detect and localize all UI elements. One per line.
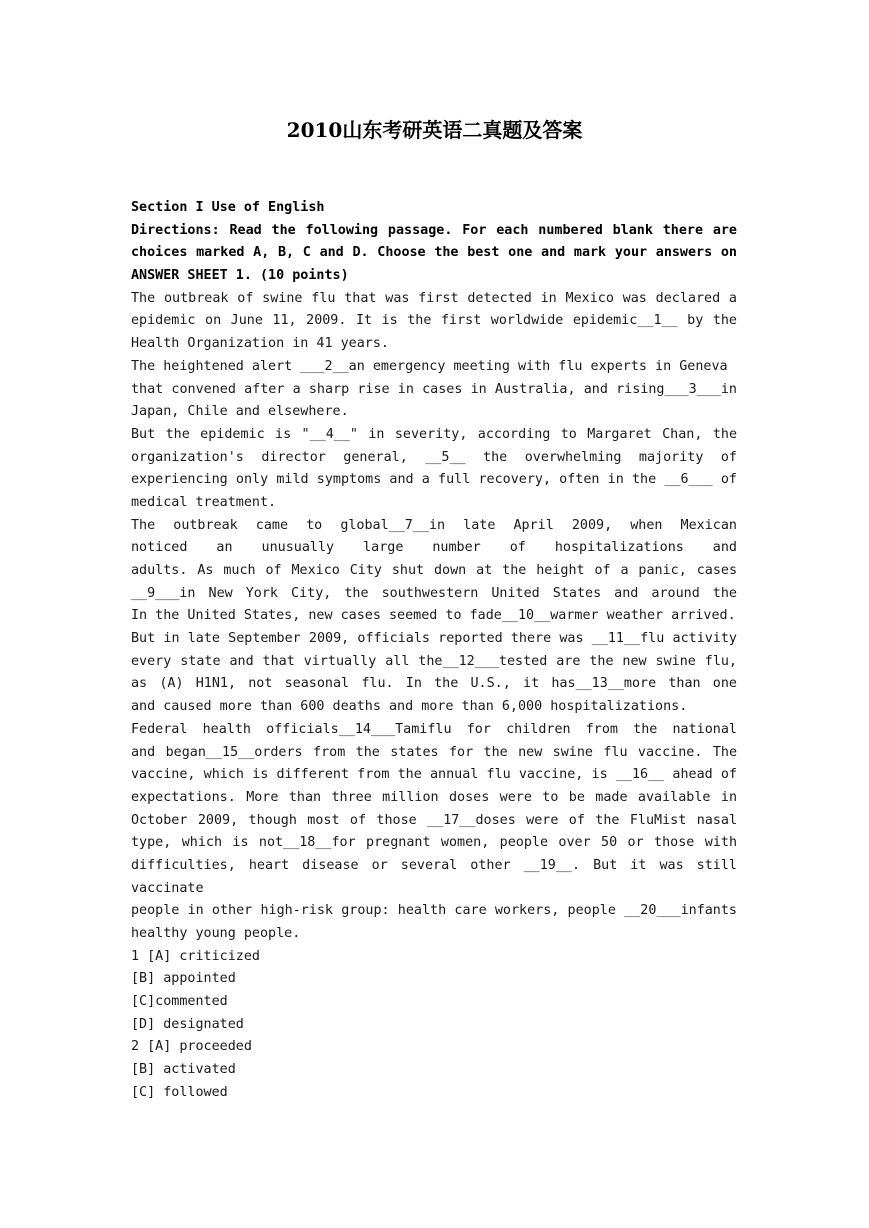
passage-line: type, which is not__18__for pregnant women, people over 50 or those with: [131, 835, 737, 851]
passage-line: In the United States, new cases seemed to fade__10__warmer weather arrived.: [131, 608, 736, 624]
passage-line: But the epidemic is "__4__" in severity, according to Margaret Chan, the: [131, 426, 737, 442]
passage-line: and caused more than 600 deaths and more than 6,000 hospitalizations.: [131, 699, 688, 715]
passage-line: expectations. More than three million doses were to be made available in: [131, 789, 737, 805]
passage-line: every state and that virtually all the__12___tested are the new swine flu,: [131, 653, 737, 669]
page-title: 2010山东考研英语二真题及答案: [286, 118, 583, 142]
directions-line: Directions: Read the following passage. For each numbered blank there are: [131, 222, 737, 238]
passage-line: people in other high-risk group: health care workers, people __20___infants: [131, 903, 737, 919]
option-line: [C] followed: [131, 1084, 228, 1100]
passage-line: Federal health officials__14___Tamiflu for children from the national: [131, 721, 737, 737]
passage-line: The outbreak of swine flu that was first detected in Mexico was declared a: [131, 290, 737, 306]
passage-line: and began__15__orders from the states for the new swine flu vaccine. The: [131, 744, 737, 760]
passage-line: that convened after a sharp rise in cases in Australia, and rising___3___in: [131, 381, 737, 397]
option-line: 1 [A] criticized: [131, 948, 260, 964]
passage-line: vaccine, which is different from the annual flu vaccine, is __16__ ahead of: [131, 767, 737, 783]
passage-line: difficulties, heart disease or several other __19__. But it was still: [131, 857, 737, 873]
passage-line: October 2009, though most of those __17__doses were of the FluMist nasal: [131, 812, 737, 828]
passage-line: vaccinate: [131, 880, 204, 896]
option-line: [C]commented: [131, 994, 228, 1010]
passage-line: experiencing only mild symptoms and a full recovery, often in the __6___ of: [131, 472, 737, 488]
passage-line: But in late September 2009, officials reported there was __11__flu activity: [131, 631, 737, 647]
option-line: 2 [A] proceeded: [131, 1039, 252, 1055]
directions-line: ANSWER SHEET 1. (10 points): [131, 268, 349, 284]
passage-line: Japan, Chile and elsewhere.: [131, 404, 349, 420]
passage-line: The outbreak came to global__7__in late April 2009, when Mexican: [131, 517, 737, 533]
passage-line: __9___in New York City, the southwestern United States and around the: [131, 585, 737, 601]
section-heading: Section I Use of English: [131, 200, 325, 215]
option-line: [D] designated: [131, 1016, 244, 1032]
option-line: [B] activated: [131, 1062, 236, 1078]
passage-line: medical treatment.: [131, 494, 277, 510]
passage-line: adults. As much of Mexico City shut down at the height of a panic, cases: [131, 563, 737, 578]
option-line: [B] appointed: [131, 971, 236, 987]
passage-line: as (A) H1N1, not seasonal flu. In the U.S., it has__13__more than one: [131, 676, 737, 692]
passage-line: organization's director general, __5__ the overwhelming majority of: [131, 449, 737, 465]
document-body: [131, 197, 737, 1105]
passage-line: healthy young people.: [131, 926, 301, 941]
directions-line: choices marked A, B, C and D. Choose the best one and mark your answers on: [131, 245, 737, 261]
passage-line: The heightened alert ___2__an emergency meeting with flu experts in Geneva: [131, 358, 728, 374]
passage-line: epidemic on June 11, 2009. It is the first worldwide epidemic__1__ by the: [131, 313, 737, 329]
passage-line: noticed an unusually large number of hospitalizations and: [131, 540, 737, 556]
passage-line: Health Organization in 41 years.: [131, 336, 389, 352]
